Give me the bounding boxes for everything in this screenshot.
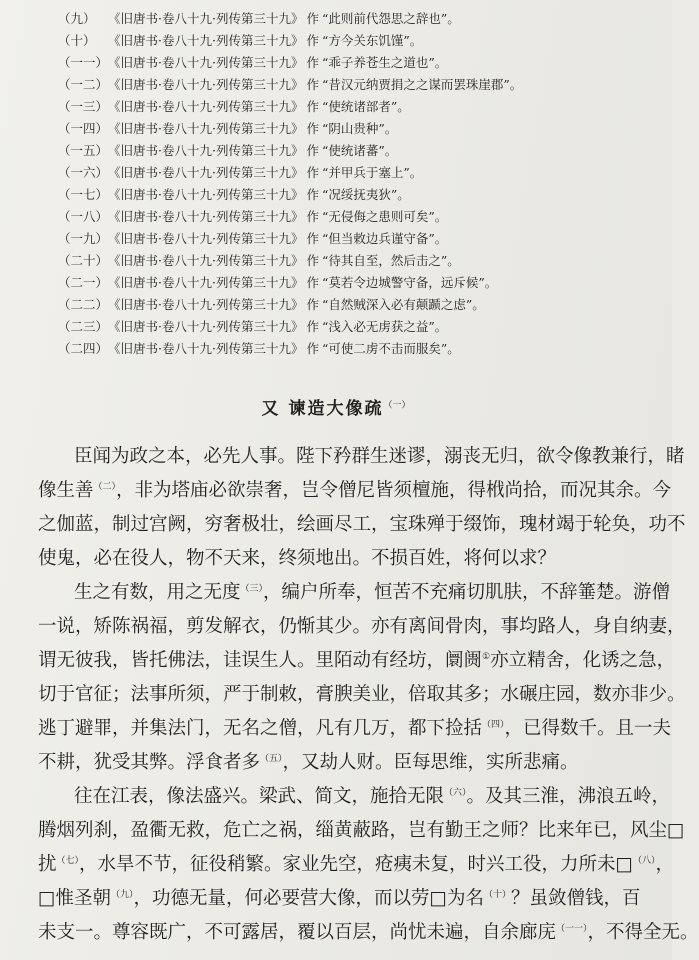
text-run: ，又劫人财。臣每思维，实所悲痛。 xyxy=(282,752,579,773)
footnote-quote: “使统诸部者”。 xyxy=(321,99,410,114)
footnote-source: 《旧唐书·卷八十九·列传第三十九》 xyxy=(108,165,304,180)
footnote-source: 《旧唐书·卷八十九·列传第三十九》 xyxy=(108,209,304,224)
text-run: 使鬼，必在役人，物不天来，终须地出。不损百姓，将何以求？ xyxy=(38,548,557,569)
footnote-number: （十） xyxy=(58,33,96,48)
text-run: □惟圣朝 xyxy=(38,888,111,909)
footnote-verb: 作 xyxy=(306,187,319,202)
text-run: 不耕，犹受其弊。浮食者多 xyxy=(38,752,261,773)
footnote-quote: “莫若令边城警守备，远斥候”。 xyxy=(321,275,498,290)
footnote-number: （一九） xyxy=(58,231,109,246)
footnote-verb: 作 xyxy=(306,143,319,158)
footnote-marker: （三） xyxy=(240,583,264,594)
body-line xyxy=(38,610,686,644)
text-run: ？虽敛僧钱，百 xyxy=(511,888,641,909)
footnote-source: 《旧唐书·卷八十九·列传第三十九》 xyxy=(108,231,304,246)
footnote-source: 《旧唐书·卷八十九·列传第三十九》 xyxy=(108,253,304,268)
footnote-item xyxy=(58,206,658,228)
footnote-quote: “但当敕边兵谨守备”。 xyxy=(321,231,448,246)
footnote-marker: ① xyxy=(482,651,491,662)
footnote-quote: “此则前代怨思之辞也”。 xyxy=(321,11,460,26)
footnote-number: （一一） xyxy=(58,55,109,70)
footnote-source: 《旧唐书·卷八十九·列传第三十九》 xyxy=(108,99,304,114)
footnote-quote: “阴山贵种”。 xyxy=(321,121,398,136)
heading-label: 又 xyxy=(261,399,281,419)
text-run: 亦立精舍，化诱之急， xyxy=(490,650,676,671)
body-line xyxy=(38,848,675,882)
footnote-number: （一二） xyxy=(58,77,109,92)
text-run: ，不得全无。 xyxy=(587,922,699,943)
text-run: 谓无彼我，皆托佛法，诖误生人。里陌动有经坊，阛阓 xyxy=(38,650,483,671)
footnote-item xyxy=(58,52,658,74)
footnote-quote: “乖子养苍生之道也”。 xyxy=(321,55,448,70)
footnote-quote: “并甲兵于塞上”。 xyxy=(321,165,423,180)
footnote-quote: “使统诸蕃”。 xyxy=(321,143,398,158)
footnote-item xyxy=(58,294,658,316)
footnote-verb: 作 xyxy=(306,77,319,92)
footnote-item xyxy=(58,162,658,184)
footnote-quote: “况绥抚夷狄”。 xyxy=(321,187,410,202)
body-line xyxy=(38,882,662,916)
footnote-source: 《旧唐书·卷八十九·列传第三十九》 xyxy=(108,297,304,312)
footnote-item xyxy=(58,74,658,96)
footnote-quote: “自然贼深入必有颠踬之虑”。 xyxy=(321,297,485,312)
text-run: 切于官征；法事所须，严于制敕，膏腴美业，倍取其多；水碾庄园，数亦非少。 xyxy=(38,684,686,705)
body-line xyxy=(38,780,671,814)
footnote-marker: （八） xyxy=(633,855,656,866)
footnote-source: 《旧唐书·卷八十九·列传第三十九》 xyxy=(108,319,304,334)
body-line xyxy=(38,542,662,576)
footnote-item xyxy=(58,118,658,140)
footnote-number: （一七） xyxy=(58,187,109,202)
footnote-marker: （七） xyxy=(56,855,80,866)
text-run: 逃丁避罪，并集法门，无名之僧，凡有几万，都下捡括 xyxy=(38,718,483,739)
body-line xyxy=(38,440,685,474)
footnote-source: 《旧唐书·卷八十九·列传第三十九》 xyxy=(108,187,304,202)
text-run: ，水旱不节，征役稍繁。家业先空，疮痍未复，时兴工役，力所未□ xyxy=(79,854,634,875)
footnote-item xyxy=(58,338,658,360)
footnote-marker: （一一） xyxy=(556,923,588,934)
text-run: 未支一。尊容既广，不可露居，覆以百层，尚忧未遍，自余廊庑 xyxy=(38,922,557,943)
text-run: ，非为塔庙必欲崇奢，岂令僧尼皆须檀施，得栰尚拾，而况其余。今 xyxy=(116,480,672,501)
body-line xyxy=(38,814,685,848)
footnote-verb: 作 xyxy=(306,253,319,268)
footnote-number: （二二） xyxy=(58,297,109,312)
footnote-quote: “可使二虏不击而服矣”。 xyxy=(321,341,460,356)
footnote-verb: 作 xyxy=(306,231,319,246)
footnote-verb: 作 xyxy=(306,33,319,48)
footnote-source: 《旧唐书·卷八十九·列传第三十九》 xyxy=(108,33,304,48)
footnote-source: 《旧唐书·卷八十九·列传第三十九》 xyxy=(108,121,304,136)
footnote-number: （一六） xyxy=(58,165,109,180)
body-line xyxy=(38,712,672,746)
footnote-item xyxy=(58,184,658,206)
footnote-verb: 作 xyxy=(306,319,319,334)
footnote-source: 《旧唐书·卷八十九·列传第三十九》 xyxy=(108,55,304,70)
section-heading xyxy=(0,394,672,419)
text-run: 一说，矫陈祸福，剪发解衣，仍惭其少。亦有离间骨肉，事均路人，身自纳妻， xyxy=(38,616,686,637)
footnote-verb: 作 xyxy=(306,55,319,70)
footnote-quote: “昔汉元纳贾捐之之谋而罢珠崖郡”。 xyxy=(321,77,523,92)
footnote-verb: 作 xyxy=(306,99,319,114)
body-line xyxy=(38,746,662,780)
footnote-number: （九） xyxy=(58,11,96,26)
footnote-verb: 作 xyxy=(306,297,319,312)
footnote-number: （一五） xyxy=(58,143,109,158)
footnote-marker: （五） xyxy=(260,753,283,764)
footnote-quote: “方今关东饥馑”。 xyxy=(321,33,423,48)
footnote-source: 《旧唐书·卷八十九·列传第三十九》 xyxy=(108,77,304,92)
footnote-marker: （十） xyxy=(483,889,511,900)
footnote-item xyxy=(58,228,658,250)
text-run: 往在江表，像法盛兴。梁武、简文，施拾无限 xyxy=(74,786,445,807)
footnotes-list xyxy=(58,8,658,360)
text-run: 。及其三淮，沸浪五岭， xyxy=(466,786,671,807)
essay-body xyxy=(38,440,699,950)
footnote-number: （二一） xyxy=(58,275,109,290)
text-run: 扰 xyxy=(38,854,57,875)
body-line xyxy=(38,474,672,508)
footnote-item xyxy=(58,250,658,272)
footnote-verb: 作 xyxy=(306,11,319,26)
footnote-marker: （九） xyxy=(110,889,134,900)
text-run: 像生善 xyxy=(38,480,94,501)
body-line xyxy=(38,916,699,950)
text-run: ， xyxy=(655,854,675,875)
footnote-verb: 作 xyxy=(306,165,319,180)
footnote-source: 《旧唐书·卷八十九·列传第三十九》 xyxy=(108,143,304,158)
footnote-number: （一四） xyxy=(58,121,109,136)
footnote-marker: （二） xyxy=(93,481,117,492)
body-line xyxy=(38,576,671,610)
footnote-item xyxy=(58,140,658,162)
footnote-item xyxy=(58,272,658,294)
text-run: 腾烟列刹，盈衢无救，危亡之祸，缁黄蔽路，岂有勤王之师？比来年已，风尘□ xyxy=(38,820,685,841)
text-run: 臣闻为政之本，必先人事。陛下矜群生迷谬，溺丧无归，欲令像教兼行，睹 xyxy=(74,446,685,467)
footnote-number: （二四） xyxy=(58,341,109,356)
text-run: 生之有数，用之无度 xyxy=(74,582,241,603)
footnote-source: 《旧唐书·卷八十九·列传第三十九》 xyxy=(108,11,304,26)
footnote-number: （二三） xyxy=(58,319,109,334)
footnote-source: 《旧唐书·卷八十九·列传第三十九》 xyxy=(108,341,304,356)
footnote-quote: “浅入必无虏获之益”。 xyxy=(321,319,448,334)
text-run: ，功德无量，何必要营大像，而以劳□为名 xyxy=(133,888,484,909)
heading-footnote-marker: （一） xyxy=(383,400,411,411)
footnote-number: （二十） xyxy=(58,253,109,268)
footnote-verb: 作 xyxy=(306,121,319,136)
heading-title: 谏造大像疏 xyxy=(288,399,384,419)
footnote-item xyxy=(58,96,658,118)
body-line xyxy=(38,508,686,542)
footnote-marker: （四） xyxy=(482,719,505,730)
footnote-verb: 作 xyxy=(306,209,319,224)
text-run: ，编户所奉，恒苦不充痛切肌肤，不辞箠楚。游僧 xyxy=(263,582,671,603)
footnote-quote: “无侵侮之患则可矣”。 xyxy=(321,209,448,224)
footnote-quote: “待其自至，然后击之”。 xyxy=(321,253,460,268)
footnote-source: 《旧唐书·卷八十九·列传第三十九》 xyxy=(108,275,304,290)
text-run: 之伽蓝，制过宫阙，穷奢极壮，绘画尽工，宝珠殚于缀饰，瑰材竭于轮奂，功不 xyxy=(38,514,686,535)
footnote-item xyxy=(58,30,658,52)
text-run: ，已得数千。且一夫 xyxy=(504,718,672,739)
footnote-verb: 作 xyxy=(306,275,319,290)
body-line xyxy=(38,644,676,678)
footnote-item xyxy=(58,8,658,30)
footnote-number: （一三） xyxy=(58,99,109,114)
footnote-marker: （六） xyxy=(444,787,467,798)
footnote-item xyxy=(58,316,658,338)
footnote-verb: 作 xyxy=(306,341,319,356)
footnote-number: （一八） xyxy=(58,209,109,224)
body-line xyxy=(38,678,686,712)
